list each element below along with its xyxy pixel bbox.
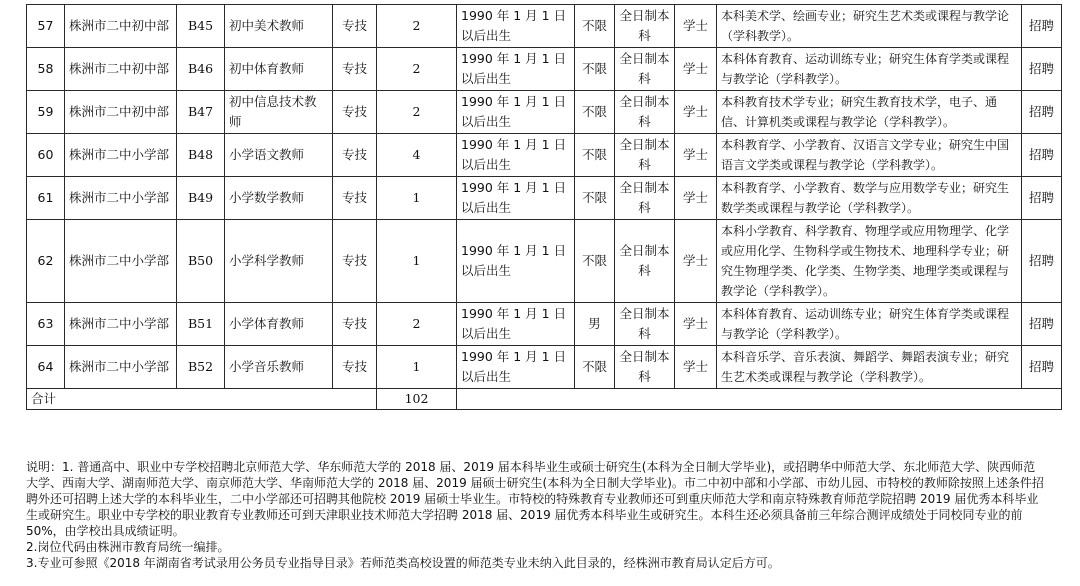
hiring-method-cell: 招聘 — [1022, 48, 1062, 91]
major-requirement-cell: 本科教育技术学专业；研究生教育技术学，电子、通信、计算机类或课程与教学论（学科教学）。 — [717, 91, 1022, 134]
hiring-method-cell: 招聘 — [1022, 134, 1062, 177]
post-type-cell: 专技 — [333, 303, 377, 346]
post-type-cell: 专技 — [333, 346, 377, 389]
hiring-method-cell: 招聘 — [1022, 303, 1062, 346]
row-number-cell: 61 — [27, 177, 65, 220]
post-name-cell: 小学语文教师 — [225, 134, 333, 177]
total-label: 合计 — [27, 389, 377, 410]
post-type-cell: 专技 — [333, 5, 377, 48]
education-requirement-cell: 全日制本科 — [615, 346, 675, 389]
major-requirement-cell: 本科教育学、小学教育、数学与应用数学专业；研究生数学类或课程与教学论（学科教学）。 — [717, 177, 1022, 220]
hire-count-cell: 2 — [377, 91, 457, 134]
age-requirement-cell: 1990 年 1 月 1 日以后出生 — [457, 220, 575, 303]
unit-name-cell: 株洲市二中初中部 — [65, 48, 177, 91]
post-code-cell: B50 — [177, 220, 225, 303]
post-name-cell: 小学音乐教师 — [225, 346, 333, 389]
gender-requirement-cell: 不限 — [575, 177, 615, 220]
major-requirement-cell: 本科教育学、小学教育、汉语言文学专业；研究生中国语言文学类或课程与教学论（学科教学）。 — [717, 134, 1022, 177]
post-code-cell: B48 — [177, 134, 225, 177]
gender-requirement-cell: 不限 — [575, 48, 615, 91]
hire-count-cell: 2 — [377, 48, 457, 91]
notes-section — [26, 459, 1046, 571]
unit-name-cell: 株洲市二中小学部 — [65, 220, 177, 303]
hiring-method-cell: 招聘 — [1022, 220, 1062, 303]
row-number-cell: 58 — [27, 48, 65, 91]
table-row — [27, 220, 1062, 303]
table-row — [27, 5, 1062, 48]
degree-requirement-cell: 学士 — [675, 346, 717, 389]
total-empty-cell — [457, 389, 1062, 410]
hiring-method-cell: 招聘 — [1022, 346, 1062, 389]
row-number-cell: 64 — [27, 346, 65, 389]
post-type-cell: 专技 — [333, 220, 377, 303]
gender-requirement-cell: 不限 — [575, 346, 615, 389]
hiring-method-cell: 招聘 — [1022, 91, 1062, 134]
major-requirement-cell: 本科体育教育、运动训练专业；研究生体育学类或课程与教学论（学科教学）。 — [717, 303, 1022, 346]
major-requirement-cell: 本科小学教育、科学教育、物理学或应用物理学、化学或应用化学、生物科学或生物技术、地理科学专业；研究生物理学类、化学类、生物学类、地理学类或课程与教学论（学科教学）。 — [717, 220, 1022, 303]
table-row — [27, 303, 1062, 346]
hire-count-cell: 4 — [377, 134, 457, 177]
unit-name-cell: 株洲市二中小学部 — [65, 346, 177, 389]
post-name-cell: 小学体育教师 — [225, 303, 333, 346]
post-code-cell: B47 — [177, 91, 225, 134]
post-code-cell: B46 — [177, 48, 225, 91]
education-requirement-cell: 全日制本科 — [615, 5, 675, 48]
gender-requirement-cell: 不限 — [575, 5, 615, 48]
post-name-cell: 初中美术教师 — [225, 5, 333, 48]
age-requirement-cell: 1990 年 1 月 1 日以后出生 — [457, 303, 575, 346]
unit-name-cell: 株洲市二中小学部 — [65, 134, 177, 177]
note-2: 2.岗位代码由株洲市教育局统一编排。 — [26, 540, 230, 554]
recruitment-table — [26, 4, 1062, 410]
total-row — [27, 389, 1062, 410]
gender-requirement-cell: 男 — [575, 303, 615, 346]
row-number-cell: 62 — [27, 220, 65, 303]
table-body — [27, 5, 1062, 410]
hiring-method-cell: 招聘 — [1022, 177, 1062, 220]
major-requirement-cell: 本科体育教育、运动训练专业；研究生体育学类或课程与教学论（学科教学）。 — [717, 48, 1022, 91]
education-requirement-cell: 全日制本科 — [615, 220, 675, 303]
post-name-cell: 初中信息技术教师 — [225, 91, 333, 134]
post-type-cell: 专技 — [333, 134, 377, 177]
age-requirement-cell: 1990 年 1 月 1 日以后出生 — [457, 134, 575, 177]
post-type-cell: 专技 — [333, 177, 377, 220]
row-number-cell: 59 — [27, 91, 65, 134]
degree-requirement-cell: 学士 — [675, 48, 717, 91]
table-row — [27, 91, 1062, 134]
post-code-cell: B51 — [177, 303, 225, 346]
hire-count-cell: 1 — [377, 220, 457, 303]
table-row — [27, 346, 1062, 389]
post-name-cell: 小学数学教师 — [225, 177, 333, 220]
degree-requirement-cell: 学士 — [675, 303, 717, 346]
hire-count-cell: 1 — [377, 177, 457, 220]
age-requirement-cell: 1990 年 1 月 1 日以后出生 — [457, 177, 575, 220]
hire-count-cell: 2 — [377, 5, 457, 48]
age-requirement-cell: 1990 年 1 月 1 日以后出生 — [457, 346, 575, 389]
row-number-cell: 63 — [27, 303, 65, 346]
hiring-method-cell: 招聘 — [1022, 5, 1062, 48]
note-3: 3.专业可参照《2018 年湖南省考试录用公务员专业指导目录》若师范类高校设置的师范类专业未纳入此目录的，经株洲市教育局认定后方可。 — [26, 556, 780, 570]
table-row — [27, 177, 1062, 220]
unit-name-cell: 株洲市二中初中部 — [65, 5, 177, 48]
gender-requirement-cell: 不限 — [575, 91, 615, 134]
total-value: 102 — [377, 389, 457, 410]
education-requirement-cell: 全日制本科 — [615, 48, 675, 91]
post-type-cell: 专技 — [333, 91, 377, 134]
age-requirement-cell: 1990 年 1 月 1 日以后出生 — [457, 91, 575, 134]
degree-requirement-cell: 学士 — [675, 91, 717, 134]
table-row — [27, 134, 1062, 177]
row-number-cell: 57 — [27, 5, 65, 48]
post-type-cell: 专技 — [333, 48, 377, 91]
table-row — [27, 48, 1062, 91]
degree-requirement-cell: 学士 — [675, 134, 717, 177]
post-name-cell: 小学科学教师 — [225, 220, 333, 303]
gender-requirement-cell: 不限 — [575, 220, 615, 303]
post-name-cell: 初中体育教师 — [225, 48, 333, 91]
post-code-cell: B49 — [177, 177, 225, 220]
major-requirement-cell: 本科美术学、绘画专业；研究生艺术类或课程与教学论（学科教学）。 — [717, 5, 1022, 48]
unit-name-cell: 株洲市二中初中部 — [65, 91, 177, 134]
education-requirement-cell: 全日制本科 — [615, 134, 675, 177]
post-code-cell: B45 — [177, 5, 225, 48]
education-requirement-cell: 全日制本科 — [615, 177, 675, 220]
major-requirement-cell: 本科音乐学、音乐表演、舞蹈学、舞蹈表演专业；研究生艺术类或课程与教学论（学科教学）。 — [717, 346, 1022, 389]
age-requirement-cell: 1990 年 1 月 1 日以后出生 — [457, 48, 575, 91]
note-1: 说明：1. 普通高中、职业中专学校招聘北京师范大学、华东师范大学的 2018 届、2019 届本科毕业生或硕士研究生(本科为全日制大学毕业)，或招聘华中师范大学、东北师范大学、陕西师范大学、西南大学、湖南师范大学、南京师范大学、华南师范大学的 2018 届、2019 届硕士研究生(本科为全日制大学毕业)。市二中初中部和小学部、市幼儿园、市特校的教师除按照上述条件招聘外还可招聘上述大学的本科毕业生，二中小学部还可招聘其他院校 2019 届硕士毕业生。市特校的特殊教育专业教师还可到重庆师范大学和南京特殊教育师范学院招聘 2019 届优秀本科毕业生或研究生。职业中专学校的职业教育专业教师还可到天津职业技术师范大学招聘 2018 届、2019 届优秀本科毕业生或研究生。本科生还必须具备前三年综合测评成绩处于同校同专业的前 50%，由学校出具成绩证明。 — [26, 460, 1044, 538]
unit-name-cell: 株洲市二中小学部 — [65, 177, 177, 220]
hire-count-cell: 2 — [377, 303, 457, 346]
degree-requirement-cell: 学士 — [675, 220, 717, 303]
degree-requirement-cell: 学士 — [675, 177, 717, 220]
education-requirement-cell: 全日制本科 — [615, 303, 675, 346]
row-number-cell: 60 — [27, 134, 65, 177]
degree-requirement-cell: 学士 — [675, 5, 717, 48]
gender-requirement-cell: 不限 — [575, 134, 615, 177]
hire-count-cell: 1 — [377, 346, 457, 389]
post-code-cell: B52 — [177, 346, 225, 389]
unit-name-cell: 株洲市二中小学部 — [65, 303, 177, 346]
age-requirement-cell: 1990 年 1 月 1 日以后出生 — [457, 5, 575, 48]
education-requirement-cell: 全日制本科 — [615, 91, 675, 134]
